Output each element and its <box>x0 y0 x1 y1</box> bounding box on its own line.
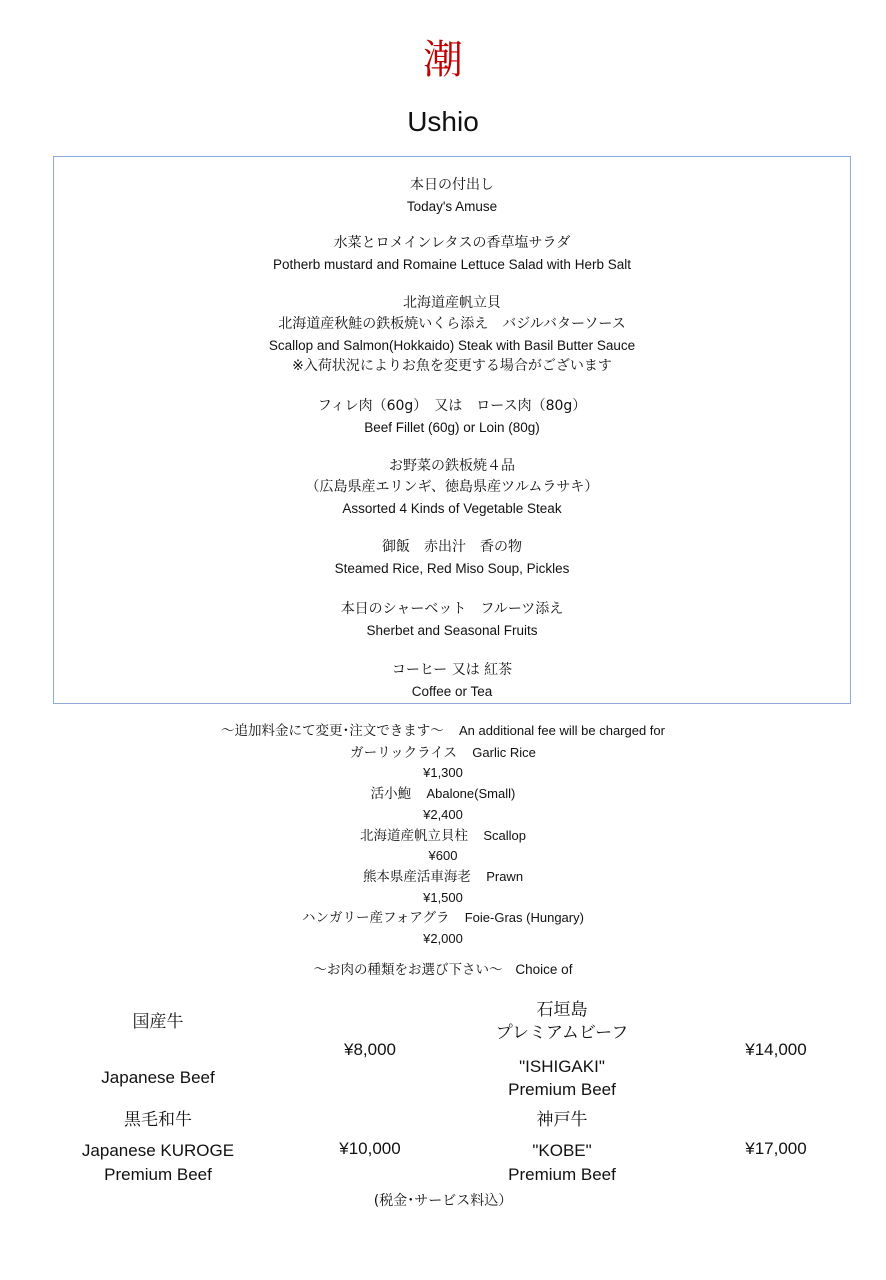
beef-option-price: ¥17,000 <box>745 1139 807 1158</box>
course-name-en: Sherbet and Seasonal Fruits <box>366 623 538 638</box>
additional-item-en: Scallop <box>483 827 526 843</box>
course-name-jp: 御飯 赤出汁 香の物 <box>382 539 522 555</box>
additional-item-jp: ガーリックライス <box>350 744 458 761</box>
tax-service-note: (税金･サービス料込） <box>373 1193 513 1209</box>
beef-option-price: ¥14,000 <box>745 1040 807 1059</box>
course-menu-box <box>53 156 851 704</box>
course-item <box>54 396 850 438</box>
course-name-jp: 本日の付出し <box>410 177 494 193</box>
additional-item <box>0 907 886 929</box>
additional-item-en: Prawn <box>486 868 524 884</box>
course-item <box>54 660 850 702</box>
additional-item-price: ¥2,000 <box>423 931 463 947</box>
course-name-jp-2: （広島県産エリンギ、徳島県産ツルムラサキ） <box>305 479 599 495</box>
additional-item-jp: 北海道産帆立貝柱 <box>360 827 469 844</box>
beef-choice-heading-en: Choice of <box>515 962 573 977</box>
course-name-jp: 水菜とロメインレタスの香草塩サラダ <box>333 235 571 251</box>
additional-item <box>0 866 886 888</box>
additional-item-price: ¥600 <box>428 848 458 864</box>
course-name-en: Assorted 4 Kinds of Vegetable Steak <box>342 501 562 516</box>
course-name-jp: コーヒー 又は 紅茶 <box>391 662 513 678</box>
beef-option-name-en: Japanese Beef <box>101 1068 215 1087</box>
course-name-jp: お野菜の鉄板焼４品 <box>389 458 515 474</box>
course-name-en: Beef Fillet (60g) or Loin (80g) <box>364 420 540 435</box>
beef-option-name-en-2: Premium Beef <box>104 1165 212 1184</box>
additional-item-en: Garlic Rice <box>472 744 536 760</box>
course-name-en: Steamed Rice, Red Miso Soup, Pickles <box>334 561 570 576</box>
course-item <box>54 537 850 579</box>
course-item <box>54 599 850 641</box>
additional-item-price: ¥1,500 <box>423 889 463 905</box>
beef-option-name-en: "KOBE" <box>532 1141 592 1160</box>
additional-heading <box>0 720 886 742</box>
additional-item-jp: 活小鮑 <box>370 786 412 803</box>
additional-item-price: ¥1,300 <box>423 765 463 781</box>
course-name-jp: 北海道産帆立貝 <box>403 295 501 311</box>
course-name-en: Today's Amuse <box>406 199 498 214</box>
additional-heading-en: An additional fee will be charged for <box>459 723 665 738</box>
course-name-jp-2: 北海道産秋鮭の鉄板焼いくら添え バジルバターソース <box>278 316 626 332</box>
additional-item-price: ¥2,400 <box>423 806 463 822</box>
beef-option-name-jp: 国産牛 <box>132 1012 184 1032</box>
course-name-jp: 本日のシャーベット フルーツ添え <box>340 601 564 617</box>
additional-item-jp: ハンガリー産フォアグラ <box>302 910 450 927</box>
course-name-en: Scallop and Salmon(Hokkaido) Steak with Basil Butter Sauce <box>268 338 636 353</box>
restaurant-name-en: Ushio <box>407 106 479 137</box>
additional-item <box>0 825 886 847</box>
beef-option-price: ¥8,000 <box>344 1040 396 1059</box>
course-name-jp: フィレ肉（60g） 又は ロース肉（80g） <box>317 398 587 414</box>
beef-option-name-jp: 石垣島 <box>536 1000 588 1020</box>
additional-item-en: Foie-Gras (Hungary) <box>464 910 584 926</box>
beef-option-name-jp-2: プレミアムビーフ <box>495 1023 629 1043</box>
beef-option-name-jp: 黒毛和牛 <box>124 1110 192 1130</box>
beef-choice-heading <box>0 958 886 978</box>
course-note: ※入荷状況によりお魚を変更する場合がございます <box>292 358 612 374</box>
beef-option-name-en-2: Premium Beef <box>508 1080 616 1099</box>
beef-option-price: ¥10,000 <box>339 1139 401 1158</box>
course-name-en: Potherb mustard and Romaine Lettuce Salad with Herb Salt <box>273 257 631 272</box>
course-name-en: Coffee or Tea <box>411 684 493 699</box>
additional-item <box>0 783 886 805</box>
additional-item <box>0 742 886 764</box>
additional-item-en: Abalone(Small) <box>426 786 516 802</box>
course-item <box>54 456 850 519</box>
beef-option-name-en: "ISHIGAKI" <box>519 1057 605 1076</box>
course-item <box>54 233 850 275</box>
additional-heading-jp: ～追加料金にて変更･注文できます～ <box>221 723 444 739</box>
course-item <box>54 175 850 217</box>
beef-option-name-jp: 神戸牛 <box>536 1110 588 1130</box>
additional-item-jp: 熊本県産活車海老 <box>362 868 471 885</box>
additional-options <box>0 720 886 949</box>
beef-choice-heading-jp: ～お肉の種類をお選び下さい～ <box>313 962 503 978</box>
beef-option-name-en: Japanese KUROGE <box>81 1141 235 1160</box>
beef-option-name-en-2: Premium Beef <box>508 1165 616 1184</box>
restaurant-name-jp: 潮 <box>423 37 463 83</box>
course-item <box>54 293 850 377</box>
